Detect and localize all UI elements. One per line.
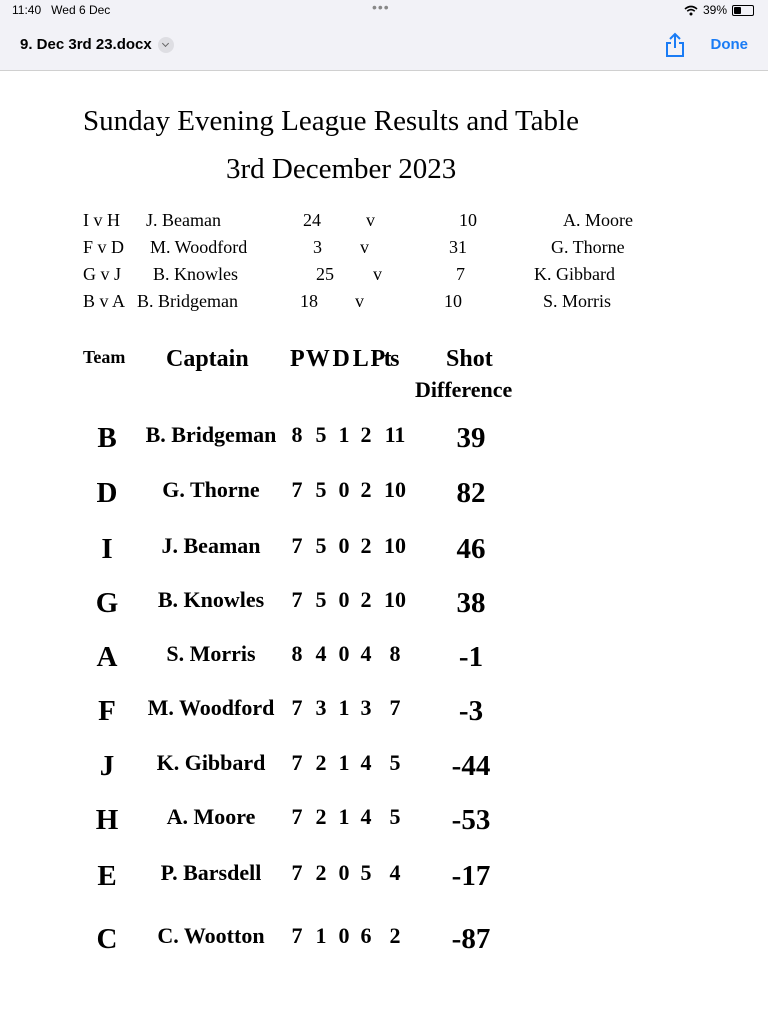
result-home-score: 24 [303,210,321,230]
row-lost: 2 [360,477,372,502]
row-shot-difference: 38 [456,587,486,619]
done-button[interactable]: Done [710,36,748,53]
row-shot-difference: -44 [451,750,491,782]
result-away-captain: S. Morris [543,291,612,311]
result-row [0,237,768,263]
row-played: 8 [291,641,303,666]
result-vs: v [373,264,382,284]
result-away-captain: A. Moore [563,210,633,230]
battery-percent: 39% [702,3,727,17]
row-lost: 2 [360,587,372,612]
row-lost: 5 [360,860,372,885]
row-team: A [96,641,118,673]
table-header-team: Team [83,347,126,367]
row-shot-difference: -1 [458,641,484,673]
table-row [0,856,768,906]
table-row [0,637,768,687]
row-captain: J. Beaman [161,533,261,558]
result-away-score: 31 [449,237,467,257]
table-row [0,691,768,741]
row-team: I [101,533,113,565]
table-header-pwdl: P W D L Pts [290,346,398,372]
row-won: 2 [315,804,327,829]
table-header-captain: Captain [166,346,249,372]
result-away-score: 7 [456,264,465,284]
row-points: 10 [384,477,406,502]
table-row [0,418,768,468]
row-points: 2 [389,923,401,948]
row-team: F [98,695,116,727]
row-captain: G. Thorne [162,477,260,502]
result-away-score: 10 [444,291,462,311]
row-won: 4 [315,641,327,666]
row-won: 5 [315,533,327,558]
row-shot-difference: 39 [456,422,486,454]
status-indicators [684,3,754,17]
row-won: 5 [315,587,327,612]
row-drawn: 1 [338,422,350,447]
row-won: 2 [315,860,327,885]
row-team: C [96,923,118,955]
row-won: 2 [315,750,327,775]
document-heading: Sunday Evening League Results and Table [83,105,579,137]
share-icon[interactable] [664,32,686,58]
row-captain: B. Knowles [157,587,265,612]
result-home-captain: B. Knowles [153,264,238,284]
row-played: 7 [291,750,303,775]
multitasking-dots-icon[interactable]: ••• [372,0,390,15]
row-team: B [97,422,117,454]
row-lost: 4 [360,750,372,775]
row-played: 7 [291,477,303,502]
row-captain: K. Gibbard [156,750,266,775]
row-lost: 2 [360,533,372,558]
row-drawn: 0 [338,923,350,948]
document-date: 3rd December 2023 [226,153,457,185]
result-vs: v [355,291,364,311]
result-vs: v [360,237,369,257]
row-points: 10 [384,533,406,558]
wifi-icon [684,5,698,16]
row-played: 7 [291,804,303,829]
row-points: 7 [389,695,401,720]
table-header-difference: Difference [415,377,513,402]
table-row [0,473,768,523]
result-fixture: G v J [83,264,122,284]
result-home-score: 3 [313,237,322,257]
row-played: 7 [291,923,303,948]
row-won: 5 [315,477,327,502]
result-row [0,264,768,290]
row-points: 5 [389,750,401,775]
result-home-captain: B. Bridgeman [137,291,238,311]
row-played: 7 [291,860,303,885]
row-team: D [96,477,118,509]
status-bar [0,0,768,20]
battery-level [734,7,741,14]
row-captain: M. Woodford [147,695,275,720]
row-drawn: 0 [338,477,350,502]
row-drawn: 1 [338,750,350,775]
result-away-captain: G. Thorne [551,237,625,257]
row-captain: P. Barsdell [160,860,262,885]
row-team: H [95,804,119,836]
table-row [0,919,768,969]
result-fixture: F v D [83,237,125,257]
status-time-date [12,3,110,17]
row-points: 11 [384,422,406,447]
row-drawn: 0 [338,641,350,666]
row-shot-difference: -87 [451,923,491,955]
table-row [0,800,768,850]
row-lost: 2 [360,422,372,447]
row-drawn: 0 [338,587,350,612]
row-won: 5 [315,422,327,447]
row-team: J [99,750,115,782]
row-lost: 4 [360,804,372,829]
result-home-score: 25 [316,264,334,284]
battery-icon [732,5,754,16]
row-drawn: 0 [338,533,350,558]
result-home-score: 18 [300,291,318,311]
row-points: 5 [389,804,401,829]
row-played: 7 [291,695,303,720]
row-captain: A. Moore [166,804,256,829]
row-captain: S. Morris [166,641,256,666]
result-row [0,210,768,236]
table-row [0,583,768,633]
row-played: 7 [291,533,303,558]
table-header-shot: Shot [446,346,493,372]
row-shot-difference: 82 [456,477,486,509]
document-page [0,71,768,1024]
row-shot-difference: -17 [451,860,491,892]
table-row [0,746,768,796]
document-title-button[interactable] [20,36,174,53]
row-captain: B. Bridgeman [145,422,277,447]
table-row [0,529,768,579]
row-played: 7 [291,587,303,612]
row-drawn: 1 [338,804,350,829]
row-points: 4 [389,860,401,885]
status-time: 11:40 [12,3,42,17]
result-vs: v [366,210,375,230]
row-lost: 4 [360,641,372,666]
row-drawn: 1 [338,695,350,720]
result-home-captain: J. Beaman [146,210,221,230]
row-lost: 3 [360,695,372,720]
result-away-score: 10 [459,210,477,230]
status-date: Wed 6 Dec [51,3,111,17]
row-drawn: 0 [338,860,350,885]
row-team: G [95,587,119,619]
row-shot-difference: 46 [456,533,486,565]
result-fixture: B v A [83,291,126,311]
row-won: 3 [315,695,327,720]
chevron-down-icon[interactable] [158,37,174,53]
document-nav-bar [0,20,768,71]
document-title: 9. Dec 3rd 23.docx [20,36,152,53]
row-shot-difference: -53 [451,804,491,836]
row-points: 10 [384,587,406,612]
row-won: 1 [315,923,327,948]
result-row [0,291,768,317]
result-fixture: I v H [83,210,120,230]
row-shot-difference: -3 [458,695,484,727]
row-lost: 6 [360,923,372,948]
row-captain: C. Wootton [157,923,265,948]
row-played: 8 [291,422,303,447]
row-points: 8 [389,641,401,666]
result-away-captain: K. Gibbard [534,264,615,284]
row-team: E [97,860,117,892]
result-home-captain: M. Woodford [150,237,248,257]
